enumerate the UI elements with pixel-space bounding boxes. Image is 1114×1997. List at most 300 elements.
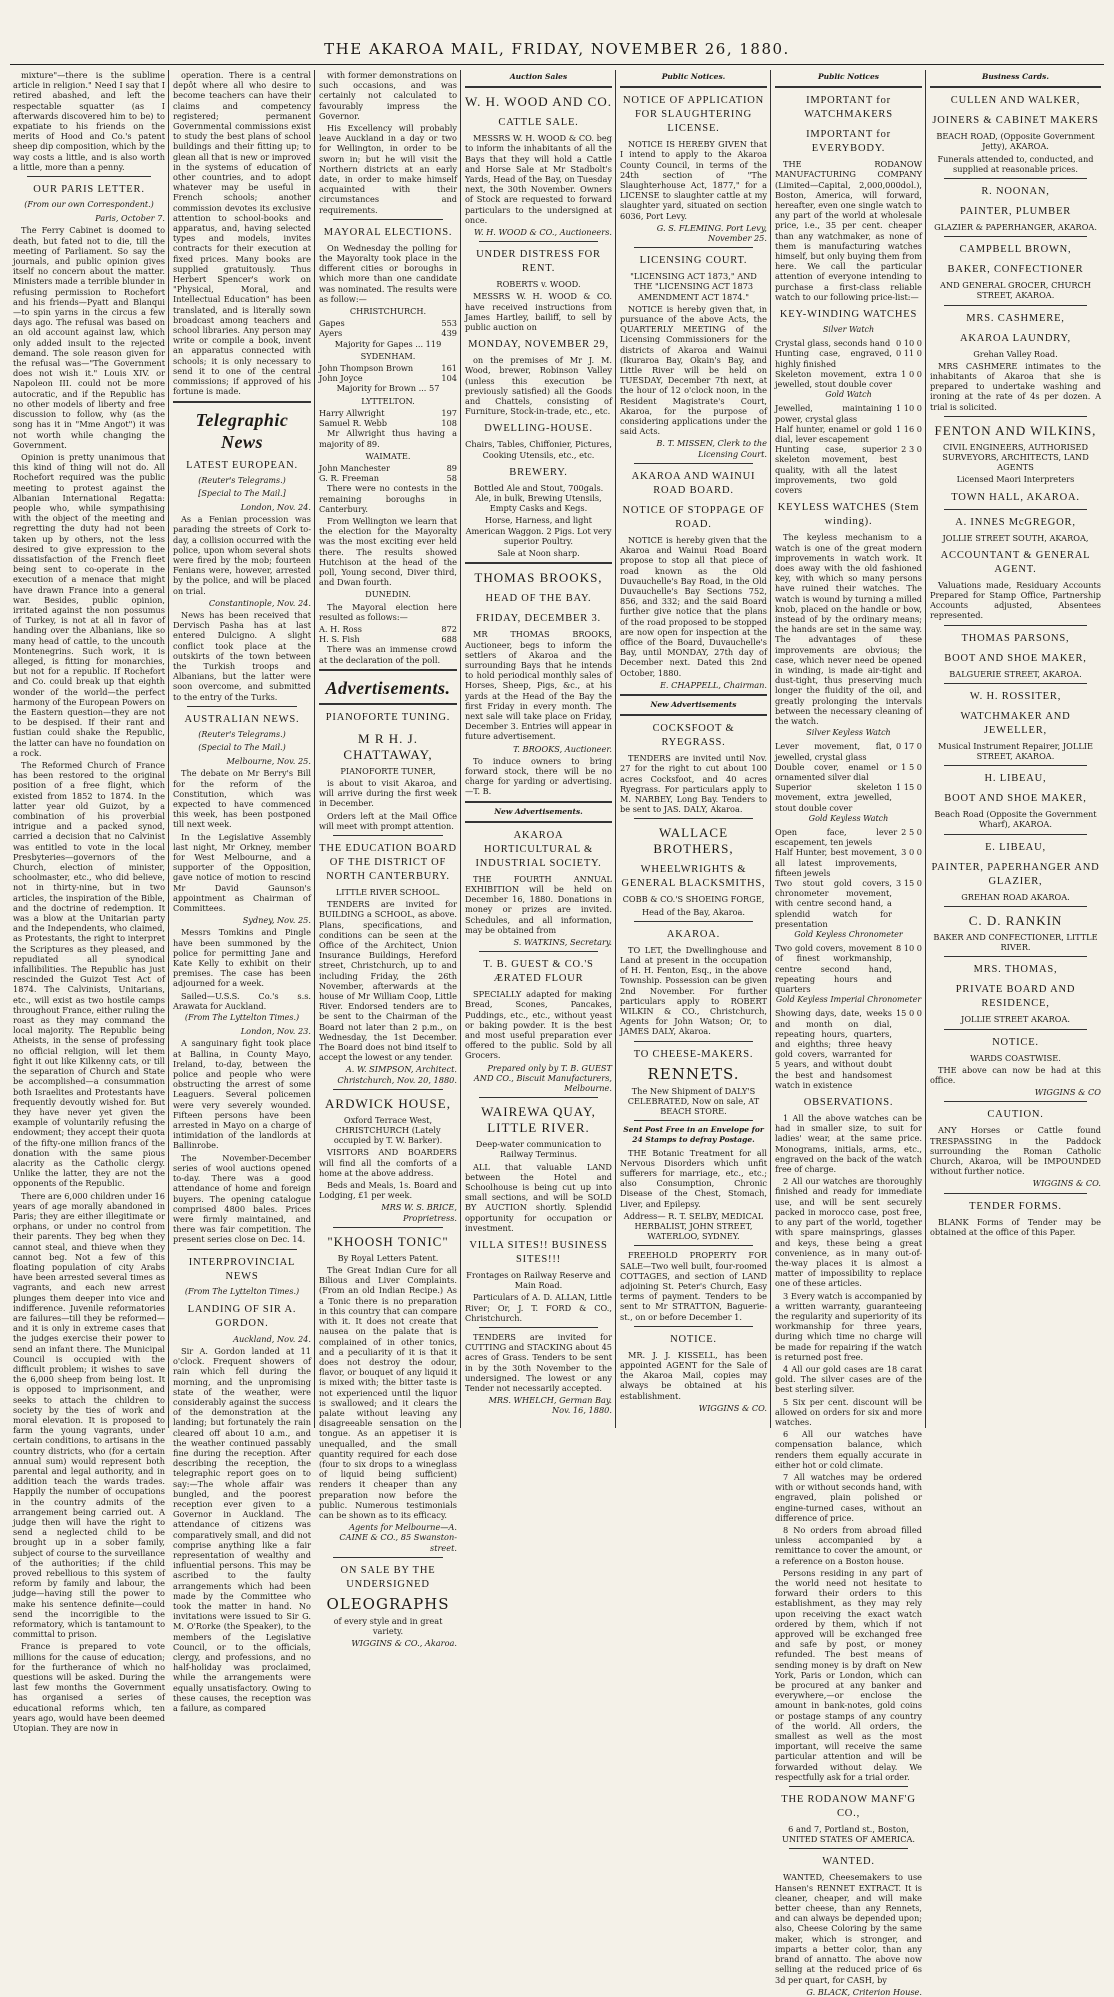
list-row xyxy=(775,827,922,847)
list-row-label: John Thompson Brown xyxy=(319,363,414,374)
ad-signature: Address— R. T. SELBY, MEDICAL HERBALIST, JOHN STREET, WATERLOO, SYDNEY. xyxy=(623,1210,764,1242)
ad-body: The New Shipment of DALY'S CELEBRATED, Now on sale, AT BEACH STORE. xyxy=(627,1085,760,1116)
ad-body: FREEHOLD PROPERTY FOR SALE—Two well built, four-roomed COTTAGES, and section of LAND adjoining St. Peter's Church, Easy terms of payment. Tenders to be sent to Mr STRATTON, Baguerie-st., on or before December 1. xyxy=(620,1250,767,1322)
divider xyxy=(944,1029,1087,1030)
list-row-value: 2 3 0 xyxy=(901,444,922,455)
ad-heading: TO CHEESE-MAKERS. xyxy=(633,1048,754,1060)
ad-body: Frontages on Railway Reserve and Main Road. xyxy=(466,1270,611,1291)
list-row xyxy=(319,473,457,483)
divider xyxy=(634,921,753,922)
card-address: AND GENERAL GROCER, CHURCH STREET, AKAROA. xyxy=(940,280,1091,301)
divider xyxy=(634,1041,753,1042)
paragraph: operation. There is a central depôt where all who desire to become teachers can have their claims and competency registered; permanent Governmental commissions exist to study the best plans of school buildings and their fitting up; to glean all that is new or improved in the systems of education of other countries, and to adopt whatever may be useful in French schools; another commission devotes its exclusive attention to school-books and apparatus, and, having selected types and models, invites contracts for their execution at fixed prices. Many books are supplied gratuitously. Thus Herbert Spencer's work on "Physical, Moral, and Intellectual Education" has been translated, and is literally sown broadcast among teachers and school libraries. Any person may write or compile a book, invent an apparatus connected with schools; it is only necessary to send it to one of the central commissions; if approved of his fortune is made. xyxy=(173,70,311,397)
ad-body: NOTICE is hereby given that the Akaroa and Wainui Road Board propose to stop all that piece of road known as the Old Duvauchelle's Bay Road, in the Old Duvauchelle's Bay Sections 752, 856, and 332; and the said Board further give notice that the plans of the road proposed to be stopped are now open for inspection at the office of the Board, Duvauchelle's Bay, until MONDAY, 27th day of December next. Dated this 2nd October, 1880. xyxy=(620,534,767,678)
ad-body: ALL that valuable LAND between the Hotel and Schoolhouse is being cut up into small sections, and will be SOLD BY AUCTION shortly. Splendid opportunity for occupation or investment. xyxy=(465,1161,612,1233)
card-note: Funerals attended to, conducted, and supplied at reasonable prices. xyxy=(937,153,1094,174)
divider xyxy=(620,714,767,716)
list-item: 1 All the above watches can be had in smaller size, to suit for ladies' wear, at the same price. Monograms, initials, arms, etc., engraved on the back of the watch free of charge. xyxy=(775,1113,922,1175)
divider xyxy=(944,416,1087,417)
list-row-label: Jewelled, maintaining power, crystal glass xyxy=(775,403,892,424)
card-signature: WIGGINS & CO. xyxy=(1032,1178,1101,1189)
list-row-value: 2 5 0 xyxy=(901,826,922,837)
ad-body: Sale at Noon sharp. xyxy=(497,548,580,559)
masthead-title: THE AKAROA MAIL, FRIDAY, NOVEMBER 26, 1880. xyxy=(324,40,790,58)
ad-heading: WALLACE BROTHERS, xyxy=(653,825,734,857)
list-row xyxy=(775,348,922,368)
divider xyxy=(620,86,767,88)
town-heading: CHRISTCHURCH. xyxy=(349,306,427,317)
divider xyxy=(333,1089,443,1090)
price-list xyxy=(775,943,922,994)
article-subheading: [Special to The Mail.] xyxy=(198,488,286,498)
list-row-label: Open face, lever escapement, ten jewels xyxy=(775,826,898,848)
ad-heading: UNDER DISTRESS FOR RENT. xyxy=(476,249,601,275)
ad-subheading: By Royal Letters Patent. xyxy=(337,1252,439,1263)
section-label: New Advertisements. xyxy=(494,806,583,816)
ad-subheading: DWELLING-HOUSE. xyxy=(484,423,593,435)
divider xyxy=(319,703,457,705)
ad-body: MR. J. J. KISSELL, has been appointed AGENT for the Sale of the Akaroa Mail, copies may always be obtained at his establishment. xyxy=(620,1349,767,1401)
card-trade: BAKER AND CONFECTIONER, LITTLE RIVER. xyxy=(933,931,1098,953)
ad-body: THE Botanic Treatment for all Nervous Disorders which unfit sufferers for marriage, etc., etc.; also Consumption, Chronic Disease of the Chest, Stomach, Liver, and Epilepsy. xyxy=(620,1147,767,1209)
observations-list xyxy=(775,1113,922,1566)
list-row-value: 104 xyxy=(441,373,457,384)
card-note: BLANK Forms of Tender may be obtained at the office of this Paper. xyxy=(930,1216,1101,1237)
ad-subheading: HEAD OF THE BAY. xyxy=(485,593,592,605)
card-address: TOWN HALL, AKAROA. xyxy=(951,491,1080,503)
divider xyxy=(775,86,922,88)
divider xyxy=(479,1097,598,1098)
card-name: CAUTION. xyxy=(987,1109,1044,1121)
section-banner: Advertisements. xyxy=(325,677,451,698)
divider xyxy=(944,236,1087,237)
price-subheading: Gold Keyless Watch xyxy=(808,813,889,823)
ad-signature: G. S. FLEMING. Port Levy, November 25. xyxy=(656,222,767,244)
price-heading: KEY-WINDING WATCHES xyxy=(779,309,918,321)
paragraph: News has been received that Dervisch Pasha has at last entered Dulcigno. A slight conflict took place at the outskirts of the town between the Turkish troops and Albanians, but the latter were soon overcome, and submitted to the entry of the Turks. xyxy=(173,609,311,702)
list-row-label: H. S. Fish xyxy=(319,634,360,645)
card-address: JOLLIE STREET AKAROA. xyxy=(961,1014,1070,1025)
list-row-label: Two gold covers, movement of finest workmanship, centre second hand, repeating hours and quarters xyxy=(775,943,892,995)
ad-heading: T. B. GUEST & CO.'S ÆRATED FLOUR xyxy=(483,959,594,985)
ad-display-word: RENNETS. xyxy=(647,1064,740,1083)
poll-results xyxy=(319,463,457,483)
list-row xyxy=(319,318,457,328)
divider xyxy=(634,463,753,464)
card-address: BEACH ROAD, (Opposite Government Jetty), AKAROA. xyxy=(936,131,1095,152)
paragraph: There was an immense crowd at the declaration of the poll. xyxy=(319,644,457,665)
column-4 xyxy=(462,70,615,1428)
town-heading: SYDENHAM. xyxy=(360,350,416,361)
ad-heading: WANTED. xyxy=(822,1856,875,1868)
card-name: CAMPBELL BROWN, xyxy=(959,244,1072,256)
ad-subheading: COBB & CO.'S SHOEING FORGE, xyxy=(622,894,765,905)
ad-body: 6 and 7, Portland st., Boston, UNITED STATES OF AMERICA. xyxy=(781,1824,916,1845)
ad-signature: G. BLACK, Criterion House. xyxy=(806,1986,922,1997)
ad-body: Persons residing in any part of the world need not hesitate to forward their orders to this establishment, as they may rely upon receiving the exact watch ordered by them, which if not approved will be exchanged free and safe by post, or money refunded. The best means of sending money is by draft on New York, Paris or London, which can be procured at any banker and everywhere,—or enclose the amount in bank-notes, gold coins or postage stamps of any country of the world. All orders, the smallest as well as the most important, will receive the same particular attention and will be forwarded without delay. We respectfully ask for a trial order. xyxy=(775,1567,922,1782)
article-subheading: (Special to The Mail.) xyxy=(198,742,286,752)
column-rule xyxy=(615,70,616,1428)
sale-date: FRIDAY, DECEMBER 3. xyxy=(476,613,601,625)
list-row-label: Lever movement, flat, jewelled, crystal glass xyxy=(775,741,892,762)
ad-heading: VILLA SITES!! BUSINESS SITES!!! xyxy=(469,1240,608,1266)
card-note: ANY Horses or Cattle found TRESPASSING in the Paddock surrounding the Roman Catholic Church, Akaroa, will be IMPOUNDED without further notice. xyxy=(930,1125,1101,1177)
ad-heading: IMPORTANT for EVERYBODY. xyxy=(806,129,891,155)
list-row-label: Double cover, enamel or ornamented silver dial xyxy=(775,761,898,782)
ad-subheading: BREWERY. xyxy=(509,466,568,478)
price-subheading: Silver Watch xyxy=(822,325,875,335)
poll-results xyxy=(319,318,457,338)
column-7 xyxy=(927,70,1104,1428)
ad-heading: PIANOFORTE TUNING. xyxy=(325,711,451,723)
ad-body: MESSRS W. H. WOOD & CO. have received instructions from James Hartley, bailiff, to sell by public auction on xyxy=(465,291,612,333)
card-trade: PRIVATE BOARD AND RESIDENCE, xyxy=(955,984,1076,1010)
divider xyxy=(634,1245,753,1246)
ad-body: Particulars of A. D. ALLAN, Little River; Or, J. T. FORD & CO., Christchurch. xyxy=(465,1292,612,1323)
ad-heading: THE RODANOW MANF'G CO., xyxy=(781,1794,916,1820)
masthead-rule xyxy=(10,64,1104,65)
paragraph: Sir A. Gordon landed at 11 o'clock. Frequent showers of rain which fell during the morning, and the unpromising state of the weather, were considerably against the success of the demonstration at the landing; but fortunately the rain cleared off about 10 a.m., and the weather continued passably fine during the reception. After describing the reception, the telegraphic report goes on to say:—The whole affair was bungled, and the poorest reception ever given to a Governor in Auckland. The attendance of citizens was comparatively small, and did not comprise anything like a fair representation of wealthy and influential persons. This may be ascribed to the faulty arrangements which had been made by the Committee who took the matter in hand. No invitations were issued to Sir G. M. O'Rorke (the Speaker), to the members of the Legislative Council, or to the officials, clergy, and professions, and no half-holiday was proclaimed, while the arrangements were equally unsatisfactory. Owing to these causes, the reception was a failure, as compared xyxy=(173,1345,311,1714)
price-subheading: Gold Watch xyxy=(825,390,872,400)
article-subheading: (From our own Correspondent.) xyxy=(24,200,154,210)
list-row-value: 872 xyxy=(441,623,457,634)
paragraph: The debate on Mr Berry's Bill for the reform of the Constitution, which was expected to have commenced this week, has been postponed till next week. xyxy=(173,768,311,830)
ad-heading: COCKSFOOT & RYEGRASS. xyxy=(652,723,735,749)
divider xyxy=(944,906,1087,907)
article-subheading: (From The Lyttelton Times.) xyxy=(184,1013,300,1023)
list-row xyxy=(775,444,922,495)
divider xyxy=(634,818,753,819)
ad-signature: Prepared only by T. B. GUEST AND CO., Biscuit Manufacturers, Melbourne. xyxy=(473,1062,612,1093)
dateline: Sydney, Nov. 25. xyxy=(242,915,311,926)
list-row xyxy=(775,403,922,423)
section-label: Auction Sales xyxy=(509,72,568,81)
town-heading: LYTTELTON. xyxy=(361,395,415,406)
list-row xyxy=(319,418,457,428)
ad-heading: NOTICE. xyxy=(670,1333,717,1345)
list-row xyxy=(319,624,457,634)
article-heading: MAYORAL ELECTIONS. xyxy=(323,226,453,238)
list-row-value: 161 xyxy=(441,363,457,374)
poll-results xyxy=(319,363,457,383)
list-row xyxy=(319,408,457,418)
list-row-value: 0 17 0 xyxy=(895,741,922,752)
list-row-label: John Manchester xyxy=(319,462,390,473)
price-value: 15 0 0 xyxy=(895,1008,922,1019)
ad-subheading: CATTLE SALE. xyxy=(498,117,579,129)
card-trade: AKAROA LAUNDRY, xyxy=(960,332,1071,344)
list-item: 6 All our watches have compensation balance, which renders them equally accurate in either hot or cold climate. xyxy=(775,1429,922,1470)
list-row xyxy=(775,424,922,444)
divider xyxy=(944,625,1087,626)
paragraph: The November-December series of wool auctions opened to-day. There was a good attendance of home and foreign buyers. The opening catalogue comprised 4800 bales. Prices were firmly maintained, and there was fair competition. The present series close on Dec. 14. xyxy=(173,1152,311,1245)
card-name: TENDER FORMS. xyxy=(969,1200,1062,1212)
column-1 xyxy=(10,70,168,1734)
ad-signature: W. H. WOOD & CO., Auctioneers. xyxy=(473,227,612,238)
ad-subheading: LITTLE RIVER SCHOOL. xyxy=(335,886,441,897)
divider xyxy=(944,178,1087,179)
list-row-label: Gapes xyxy=(319,318,345,329)
divider xyxy=(27,176,151,177)
card-trade: BOOT AND SHOE MAKER, xyxy=(944,652,1087,664)
card-trade: WARDS COASTWISE. xyxy=(970,1052,1061,1063)
card-trade: WATCHMAKER AND JEWELLER, xyxy=(960,710,1071,736)
poll-results xyxy=(319,624,457,644)
list-row-value: 688 xyxy=(441,634,457,645)
ad-subheading: Oxford Terrace West, CHRISTCHURCH (Lately occupied by T. W. Barker). xyxy=(333,1114,443,1146)
list-row xyxy=(775,943,922,994)
ad-heading: WAIREWA QUAY, LITTLE RIVER. xyxy=(481,1104,596,1136)
ad-heading: OBSERVATIONS. xyxy=(803,1097,894,1109)
ad-body: TENDERS are invited for CUTTING and STACKING about 45 acres of Grass. Tenders to be sent in by the 30th November to the undersigned. The lowest or any Tender not necessarily accepted. xyxy=(465,1332,612,1394)
card-name: MRS. CASHMERE, xyxy=(966,312,1065,324)
divider xyxy=(944,305,1087,306)
list-row-label: John Joyce xyxy=(319,373,363,384)
paragraph: From Wellington we learn that the election for the Mayoralty was the most exciting ever held there. The results showed Hutchison at the head of the poll, Young second, Diver third, and Dwan fourth. xyxy=(319,515,457,588)
list-row-value: 197 xyxy=(441,407,457,418)
ad-signature: S. WATKINS, Secretary. xyxy=(513,936,612,947)
list-row xyxy=(319,328,457,338)
paragraph: The Mayoral election here resulted as follows:— xyxy=(319,601,457,622)
list-row xyxy=(775,762,922,782)
divider xyxy=(944,1193,1087,1194)
card-name: THOMAS PARSONS, xyxy=(961,632,1070,644)
ad-body: VISITORS AND BOARDERS will find all the comforts of a home at the above address. xyxy=(319,1147,457,1178)
ad-body: Head of the Bay, Akaroa. xyxy=(641,906,745,917)
divider xyxy=(634,1326,753,1327)
card-trade: BOOT AND SHOE MAKER, xyxy=(944,793,1087,805)
divider xyxy=(789,1786,908,1787)
ad-signature: MRS. WHELCH, German Bay. Nov. 16, 1880. xyxy=(488,1395,612,1416)
ad-name: M R H. J. CHATTAWAY, xyxy=(343,730,433,762)
card-name: E. LIBEAU, xyxy=(985,841,1046,853)
card-trade: ACCOUNTANT & GENERAL AGENT. xyxy=(940,549,1091,575)
paragraph: On Wednesday the polling for the Mayoralty took place in the different cities or boroughs in which more than one candidate was nominated. The results were as follow:— xyxy=(319,242,457,304)
column-2 xyxy=(170,70,314,1714)
list-row-label: Harry Allwright xyxy=(319,407,385,418)
list-row-label: Two stout gold covers, chronometer movement, with centre second hand, a splendid watch for presentation xyxy=(775,878,892,929)
ad-body: TENDERS are invited until Nov. 27 for the right to cut about 100 acres Cocksfoot, and 40 acres Ryegrass. For particulars apply to M. NARBEY, Long Bay. Tenders to be sent to JAS. DALY, Akaroa. xyxy=(620,753,767,815)
ad-body: Orders left at the Mail Office will meet with prompt attention. xyxy=(319,810,457,831)
card-address: GLAZIER & PAPERHANGER, AKAROA. xyxy=(934,222,1097,233)
ad-display-word: OLEOGRAPHS xyxy=(326,1594,450,1613)
poll-results xyxy=(319,408,457,428)
column-rule xyxy=(314,70,315,1428)
majority-line: Majority for Brown ... 57 xyxy=(336,383,440,394)
card-signature: WIGGINS & CO xyxy=(1034,1087,1101,1098)
ad-signature: WIGGINS & CO. xyxy=(698,1402,767,1413)
column-3 xyxy=(316,70,460,1649)
divider xyxy=(173,401,311,403)
ad-body: NOTICE IS HEREBY GIVEN that I intend to apply to the Akaroa County Council, in terms of the 24th section of "The Slaughterhouse Act, 1877," for a LICENSE to slaughter cattle at my slaughter yard, situated on section 6036, Port Levy. xyxy=(620,139,767,221)
list-row-label: Ayers xyxy=(319,328,343,339)
ad-signature: MRS W. S. BRICE, Proprietress. xyxy=(381,1202,457,1223)
section-label: Public Notices. xyxy=(661,72,726,81)
card-note: THE above can now be had at this office. xyxy=(930,1064,1101,1085)
list-row xyxy=(319,634,457,644)
ad-subheading: ROBERTS v. WOOD. xyxy=(496,279,581,290)
ad-body: WANTED, Cheesemakers to use Hansen's RENNET EXTRACT. It is cleaner, cheaper, and will make better cheese, than any Rennets, and can always be depended upon; also, Cheese Coloring by the same maker, which is stronger, and imparts a better color, than any brand of annatto. The above now selling at the reduced price of 6s 3d per quart, for CASH, by xyxy=(775,1872,922,1985)
card-name: A. INNES McGREGOR, xyxy=(955,516,1076,528)
list-row-value: 439 xyxy=(441,328,457,339)
ad-subheading: WHEELWRIGHTS & GENERAL BLACKSMITHS, xyxy=(621,864,766,890)
majority-line: Mr Allwright thus having a majority of 89. xyxy=(319,428,457,449)
ad-heading: W. H. WOOD AND CO. xyxy=(465,94,612,110)
price-row xyxy=(775,1008,922,1090)
list-row xyxy=(319,373,457,383)
list-item: 8 No orders from abroad filled unless accompanied by a remittance to cover the amount, or a reference on a Boston house. xyxy=(775,1524,922,1566)
intro-paragraph: mixture"—there is the sublime article in religion." Need I say that I retired abashed, and left the respectable squatter (as I afterwards discovered him to be) to expatiate to his friends on the merits of Hood and Co.'s patent sheep dip composition, which by the way costs a little, and is also worth a little, more than a penny. xyxy=(13,70,165,172)
list-item: 5 Six per cent. discount will be allowed on orders for six and more watches. xyxy=(775,1396,922,1427)
divider xyxy=(944,1101,1087,1102)
list-row-value: 1 10 0 xyxy=(895,403,922,414)
price-subheading: Gold Keyless Chronometer xyxy=(794,930,903,940)
column-rule xyxy=(770,70,771,1428)
ad-body: on the premises of Mr J. M. Wood, brewer, Robinson Valley (unless this execution be previously satisfied) all the Goods and Chattels, consisting of Furniture, Stock-in-trade, etc., etc. xyxy=(465,355,612,417)
ad-body: The Great Indian Cure for all Bilious and Liver Complaints. (From an old Indian Recipe.) As a Tonic there is no preparation in this country that can compare with it. It does not create that nausea on the palate that is complained of in other tonics, and a peculiarity of it is that it does not destroy the odour, flavor, or bouquet of any liquid it is mixed with; the bitter taste is not experienced until the liquor is swallowed; and it clears the palate without leaving any disagreeable sensation on the tongue. As an appetiser it is unequalled, and the small quantity required for each dose (four to six drops to a wineglass of liquid being sufficient) renders it cheaper than any preparation now before the public. Numerous testimonials can be shown as to its efficacy. xyxy=(319,1265,457,1520)
list-row-value: 1 5 0 xyxy=(901,761,922,772)
list-row-value: 8 10 0 xyxy=(895,943,922,954)
dateline: London, Nov. 23. xyxy=(240,1026,311,1037)
list-row-value: 553 xyxy=(441,318,457,329)
divider xyxy=(465,562,612,564)
divider xyxy=(944,834,1087,835)
ad-signature: E. CHAPPELL, Chairman. xyxy=(659,679,767,690)
ad-body: TENDERS are invited for BUILDING a SCHOOL, as above. Plans, specifications, and conditions can be seen at the Office of the Architect, Union Insurance Buildings, Hereford street, Christchurch, up to and including Friday, the 26th November, afterwards at the house of Mr William Coop, Little River. Endorsed tenders are to be sent to the Chairman of the Board not later than 2 p.m., on Wednesday, the 1st December. The Board does not bind itself to accept the lowest or any tender. xyxy=(319,899,457,1063)
card-name: C. D. RANKIN xyxy=(968,912,1063,928)
column-rule xyxy=(925,70,926,1428)
price-list xyxy=(775,741,922,812)
section-label: Sent Post Free in an Envelope for 24 Stamps to defray Postage. xyxy=(623,1125,764,1145)
divider xyxy=(333,219,443,220)
ad-heading: THOMAS BROOKS, xyxy=(474,570,603,586)
price-item: Showing days, date, weeks and month on dial, repeating hours, quarters, and eighths; three heavy gold covers, warranted for 5 years, and without doubt the best and handsomest watch in existence xyxy=(775,1008,892,1090)
paragraph: France is prepared to vote millions for the cause of education; for the furtherance of which no questions will be asked. During the last few months the Government has organised a series of educational reforms which, ten years ago, would have been deemed Utopian. They are now in xyxy=(13,1641,165,1734)
card-trade: JOINERS & CABINET MAKERS xyxy=(932,115,1099,127)
divider xyxy=(634,1120,753,1121)
dateline: Paris, October 7. xyxy=(95,213,165,224)
ad-signature: WIGGINS & CO., Akaroa. xyxy=(351,1638,457,1649)
divider xyxy=(465,821,612,823)
card-name: FENTON AND WILKINS, xyxy=(934,422,1097,438)
card-trade: PAINTER, PAPERHANGER AND GLAZIER, xyxy=(931,861,1100,887)
ad-heading: ON SALE BY THE UNDERSIGNED xyxy=(340,1564,436,1590)
article-subheading: (From The Lyttelton Times.) xyxy=(184,1286,300,1296)
dateline: Melbourne, Nov. 25. xyxy=(226,756,311,767)
ad-signature: A. W. SIMPSON, Architect. Christchurch, Nov. 20, 1880. xyxy=(337,1064,457,1085)
ad-heading: ARDWICK HOUSE, xyxy=(325,1095,451,1111)
card-note: Licensed Maori Interpreters xyxy=(956,474,1075,485)
card-name: H. LIBEAU, xyxy=(984,773,1047,785)
divider xyxy=(187,1249,297,1250)
list-row-value: 3 15 0 xyxy=(895,878,922,888)
list-row-value: 58 xyxy=(446,473,457,484)
list-row-value: 0 11 0 xyxy=(895,348,922,359)
list-row-value: 3 0 0 xyxy=(901,847,922,858)
ad-heading: LICENSING COURT. xyxy=(639,255,748,267)
price-list xyxy=(775,403,922,495)
card-name: MRS. THOMAS, xyxy=(973,964,1058,976)
list-row-label: Crystal glass, seconds hand xyxy=(775,338,891,349)
ad-body: Horse, Harness, and light American Waggon. 2 Pigs. Lot very superior Poultry. xyxy=(465,515,612,546)
ad-signature: T. BROOKS, Auctioneer. xyxy=(513,743,612,754)
article-heading: OUR PARIS LETTER. xyxy=(33,184,145,196)
ad-subheading: PIANOFORTE TUNER, xyxy=(340,765,436,776)
list-row-label: G. R. Freeman xyxy=(319,473,380,484)
paragraph: In the Legislative Assembly last night, Mr Orkney, member for West Melbourne, and a supporter of the Opposition, gave notice of motion to rescind Mr David Gaunson's appointment as Chairman of Committees. xyxy=(173,831,311,914)
ad-subheading: NOTICE OF STOPPAGE OF ROAD. xyxy=(622,504,765,530)
ad-body: Beds and Meals, 1s. Board and Lodging, £1 per week. xyxy=(319,1180,457,1201)
list-item: 7 All watches may be ordered with or without seconds hand, with engraved, plain polished or engine-turned cases, without an difference of price. xyxy=(775,1471,922,1523)
divider xyxy=(634,247,753,248)
ad-body: TO LET, the Dwellinghouse and Land at present in the occupation of H. H. Fenton, Esq., in the above Township. Possession can be given 2nd November. For further particulars apply to ROBERT WILKIN & CO., Christchurch, Agents for John Watson; Or, to JAMES DALY, Akaroa. xyxy=(620,944,767,1037)
article-heading: LATEST EUROPEAN. xyxy=(186,459,298,471)
ad-signature: B. T. MISSEN, Clerk to the Licensing Court. xyxy=(656,438,767,459)
list-row-value: 1 15 0 xyxy=(895,782,922,793)
list-row xyxy=(775,741,922,761)
section-banner: Telegraphic News xyxy=(195,409,289,452)
ad-body: MESSRS W. H. WOOD & CO. beg to inform the inhabitants of all the Bays that they will hold a Cattle and Horse Sale at Mr Stadbolt's Yards, Head of the Bay, on Tuesday next, the 30th November. Owners of Stock are requested to forward particulars to the undersigned at once. xyxy=(465,133,612,225)
list-row xyxy=(319,363,457,373)
card-name: CULLEN AND WALKER, xyxy=(950,95,1081,107)
list-row-value: 89 xyxy=(446,462,457,473)
divider xyxy=(333,1227,443,1228)
card-name: W. H. ROSSITER, xyxy=(969,690,1062,702)
list-row-value: 108 xyxy=(441,418,457,429)
paragraph: Opinion is pretty unanimous that this kind of thing will not do. All Rochefort required was the public meeting to protest against the Albanian International Regatta: people who, while sympathising with the object of the meeting and regretting the duty had not been taken up by others, not the less desired to give expression to the dissatisfaction of the French fleet being sent to co-operate in the execution of a menace that might have drawn France into a general war. Besides, public opinion, irritated against the non possumus of Turkey, is not at all in favor of handing over the Albanians, like so many head of cattle, to the uncouth Montenegrins. Such work, it is alleged, is fitting for monarchies, but not for a republic. If Rochefort and Co. could break up that eighth wonder of the world—the perfect harmony of the European Powers on the Eastern question—they are not to be despised. If their rant and fustian could shake the Republic, the latter can have no foundation on a rock. xyxy=(13,451,165,758)
list-row xyxy=(775,878,922,929)
ad-heading: IMPORTANT for WATCHMAKERS xyxy=(804,95,893,121)
ad-heading: AKAROA. xyxy=(666,928,721,940)
price-subheading: Silver Keyless Watch xyxy=(806,728,891,738)
ad-body: NOTICE is hereby given that, in pursuance of the above Acts, the QUARTERLY MEETING of the Licensing Commissioners for the districts of Akaroa and Wainui (Ikuraroa Bay, Okain's Bay, and Little River will be held on TUESDAY, December 7th next, at the hour of 12 o'clock noon, in the Resident Magistrate's Court, Akaroa, for the purpose of considering applications under the said Acts. xyxy=(620,303,767,437)
ad-body: Bottled Ale and Stout, 700gals. Ale, in bulk, Brewing Utensils, Empty Casks and Kegs. xyxy=(473,482,604,514)
ad-body: THE RODANOW MANUFACTURING COMPANY (Limited—Capital, 2,000,000dol.), Boston, America, will forward, hereafter, even one single watch to any part of the world at wholesale price, i.e., 35 per cent. cheaper than any watchmaker, as none of them is manufacturing watches himself, but only buying them from here. We call the particular attention of everyone intending to purchase a first-class reliable watch to our following price-list:— xyxy=(775,159,922,302)
card-note: MRS CASHMERE intimates to the inhabitants of Akaroa that she is prepared to undertake washing and ironing at the rate of 4s per dozen. A trial is solicited. xyxy=(930,360,1101,412)
ad-body: SPECIALLY adapted for making Bread, Scones, Pancakes, Puddings, etc., etc., without yeast or baking powder. It is the best and most useful preparation ever offered to the public. Sold by all Grocers. xyxy=(465,989,612,1061)
divider xyxy=(479,1327,598,1328)
price-list xyxy=(775,338,922,389)
list-item: 4 All our gold cases are 18 carat gold. The silver cases are of the best sterling silver. xyxy=(775,1363,922,1395)
card-trade: CIVIL ENGINEERS, AUTHORISED SURVEYORS, ARCHITECTS, LAND AGENTS xyxy=(942,441,1089,473)
dateline: Auckland, Nov. 24. xyxy=(233,1333,311,1344)
article-subheading: (Reuter's Telegrams.) xyxy=(198,475,286,485)
column-6 xyxy=(772,70,925,1997)
ad-body: MR THOMAS BROOKS, Auctioneer, begs to inform the settlers of Akaroa and the surrounding Bays that he intends to hold periodical monthly sales of Horses, Sheep, Pigs, &c., at his yards at the Head of the Bay the first Friday in every month. The next sale will take place on Friday, December 3. Entries will appear in future advertisement. xyxy=(465,629,612,742)
ad-body: To induce owners to bring forward stock, there will be no charge for yarding or advertising.—T. B. xyxy=(465,755,612,797)
ad-heading: THE EDUCATION BOARD OF THE DISTRICT OF NORTH CANTERBURY. xyxy=(319,842,457,882)
article-subheading: (Reuter's Telegrams.) xyxy=(198,729,286,739)
sale-date: MONDAY, NOVEMBER 29, xyxy=(468,339,609,351)
ad-heading: NOTICE OF APPLICATION FOR SLAUGHTERING LICENSE. xyxy=(622,95,765,135)
divider xyxy=(319,669,457,671)
price-list xyxy=(775,827,922,929)
list-row-label: Half Hunter, best movement, all latest improvements, fifteen jewels xyxy=(775,847,898,878)
list-row xyxy=(775,369,922,389)
paragraph: As a Fenian procession was parading the streets of Cork to-day, a collision occurred with the police, upon whom several shots were fired by the mob; fourteen Fenians were, however, arrested by the police, and will be placed on trial. xyxy=(173,514,311,596)
ad-subheading: "LICENSING ACT 1873," AND THE "LICENSING ACT 1873 AMENDMENT ACT 1874." xyxy=(630,271,757,302)
card-address: GREHAN ROAD AKAROA. xyxy=(961,891,1070,902)
divider xyxy=(187,706,297,707)
list-row-value: 0 10 0 xyxy=(895,338,922,349)
card-name: NOTICE. xyxy=(992,1036,1039,1048)
divider xyxy=(944,509,1087,510)
paragraph: There are 6,000 children under 16 years of age morally abandoned in Paris; they are either illegitimate or orphans, or under no control from their parents. They beg when they cannot steal, and thieve when they cannot beg. Not a few of this floating population of city Arabs have been arrested several times as vagrants, and each new arrest plunges them deeper into vice and indifference. Juvenile reformatories are failures—till they be reformed—and it is only in extreme cases that the judges exercise their power to send an infant there. The Municipal Council is occupied with the difficult problem; it wishes to save the 6,000 sheep from being lost. It is opposed to imprisonment, and seeks to attach the children to society by the ties of work and moral elevation. It is proposed to farm the young vagrants, under certain conditions, to artisans in the country districts, who (for a certain annual sum) would represent both parental and legal authority, and in addition teach the wards trades. Happily the number of occupations in the country admits of the arrangement being carried out. A judge then will have the right to send a neglected child to be brought up in a sober family, subject of course to the surveillance of the authorities; if the child proved rebellious to this system of reform by family and labour, the judge—having still the power to make his sentence definite—could send the incorrigible to the reformatory, which is tantamount to committal to prison. xyxy=(13,1190,165,1640)
price-subheading: Gold Keyless Imperial Chronometer xyxy=(775,995,922,1005)
divider xyxy=(944,956,1087,957)
list-row-label: Skeleton movement, extra jewelled, stout double cover xyxy=(775,368,898,390)
card-address: Beach Road (Opposite the Government Wharf), AKAROA. xyxy=(934,809,1097,830)
